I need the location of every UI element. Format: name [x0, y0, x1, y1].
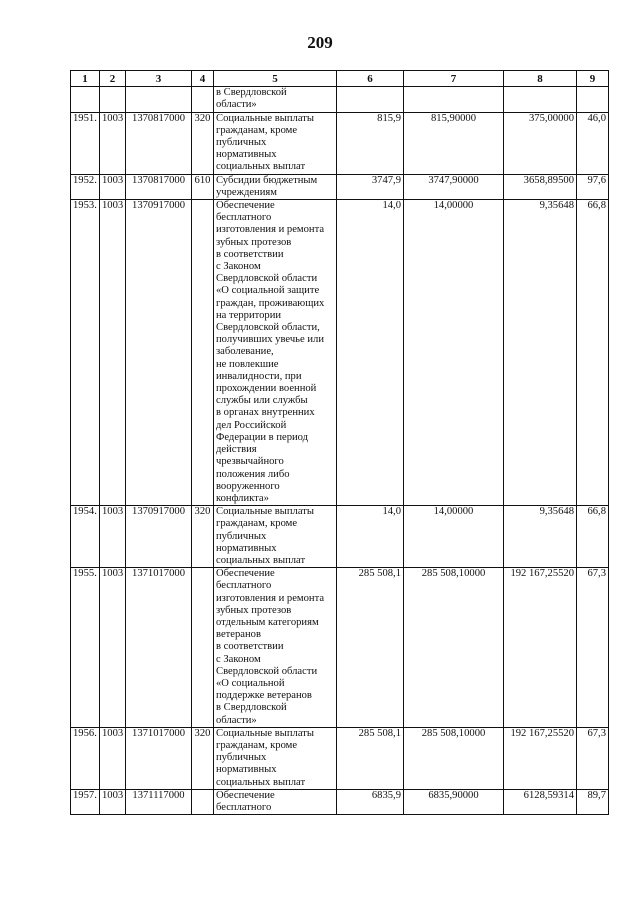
budget-amount: 285 508,10000 — [404, 568, 504, 728]
section-code — [100, 87, 126, 112]
section-code: 1003 — [100, 568, 126, 728]
executed-amount: 6128,59314 — [504, 789, 577, 814]
column-header: 2 — [100, 71, 126, 87]
table-row — [71, 789, 609, 814]
execution-percent: 67,3 — [577, 568, 609, 728]
section-code: 1003 — [100, 506, 126, 568]
expense-type-code: 320 — [192, 112, 214, 174]
row-number: 1956. — [71, 727, 100, 789]
item-name: Обеспечение бесплатного изготовления и ремонта зубных протезов в соответствии с Законом Свердловской области «О социальной защите граждан, проживающих на территории Свердловской области, получивших увечье или заболевание, не повлекшие инвалидности, при прохождении военной службы или службы в органах внутренних дел Российской Федерации в период действия чрезвычайного положения либо вооруженного конфликта» — [214, 200, 337, 506]
row-number — [71, 87, 100, 112]
execution-percent: 67,3 — [577, 727, 609, 789]
column-header: 8 — [504, 71, 577, 87]
budget-table — [70, 70, 609, 815]
row-number: 1953. — [71, 200, 100, 506]
column-header: 1 — [71, 71, 100, 87]
execution-percent: 89,7 — [577, 789, 609, 814]
section-code: 1003 — [100, 112, 126, 174]
planned-amount: 285 508,1 — [337, 727, 404, 789]
column-header: 6 — [337, 71, 404, 87]
target-article-code: 1371017000 — [126, 568, 192, 728]
execution-percent: 66,8 — [577, 506, 609, 568]
column-header: 7 — [404, 71, 504, 87]
column-header: 4 — [192, 71, 214, 87]
row-number: 1954. — [71, 506, 100, 568]
table-row — [71, 506, 609, 568]
table-row — [71, 112, 609, 174]
target-article-code: 1371117000 — [126, 789, 192, 814]
header-row — [71, 71, 609, 87]
target-article-code: 1370817000 — [126, 112, 192, 174]
execution-percent: 97,6 — [577, 174, 609, 199]
row-number: 1955. — [71, 568, 100, 728]
executed-amount: 3658,89500 — [504, 174, 577, 199]
expense-type-code: 320 — [192, 727, 214, 789]
planned-amount: 815,9 — [337, 112, 404, 174]
budget-amount: 14,00000 — [404, 200, 504, 506]
execution-percent: 46,0 — [577, 112, 609, 174]
table-row — [71, 727, 609, 789]
expense-type-code: 320 — [192, 506, 214, 568]
target-article-code: 1370917000 — [126, 200, 192, 506]
executed-amount: 9,35648 — [504, 200, 577, 506]
item-name: Обеспечение бесплатного — [214, 789, 337, 814]
column-header: 9 — [577, 71, 609, 87]
section-code: 1003 — [100, 727, 126, 789]
execution-percent — [577, 87, 609, 112]
planned-amount: 6835,9 — [337, 789, 404, 814]
budget-amount: 6835,90000 — [404, 789, 504, 814]
expense-type-code — [192, 87, 214, 112]
planned-amount — [337, 87, 404, 112]
expense-type-code: 610 — [192, 174, 214, 199]
planned-amount: 14,0 — [337, 506, 404, 568]
planned-amount: 285 508,1 — [337, 568, 404, 728]
target-article-code: 1370917000 — [126, 506, 192, 568]
target-article-code: 1370817000 — [126, 174, 192, 199]
expense-type-code — [192, 200, 214, 506]
budget-amount: 815,90000 — [404, 112, 504, 174]
section-code: 1003 — [100, 789, 126, 814]
row-number: 1957. — [71, 789, 100, 814]
table-row — [71, 87, 609, 112]
planned-amount: 3747,9 — [337, 174, 404, 199]
item-name: Социальные выплаты гражданам, кроме публичных нормативных социальных выплат — [214, 112, 337, 174]
executed-amount: 375,00000 — [504, 112, 577, 174]
table-row — [71, 568, 609, 728]
table-row — [71, 200, 609, 506]
target-article-code — [126, 87, 192, 112]
item-name: Социальные выплаты гражданам, кроме публичных нормативных социальных выплат — [214, 727, 337, 789]
item-name: в Свердловской области» — [214, 87, 337, 112]
row-number: 1952. — [71, 174, 100, 199]
expense-type-code — [192, 568, 214, 728]
execution-percent: 66,8 — [577, 200, 609, 506]
item-name: Обеспечение бесплатного изготовления и ремонта зубных протезов отдельным категориям ветеранов в соответствии с Законом Свердловской области «О социальной поддержке ветеранов в Свердловской области» — [214, 568, 337, 728]
section-code: 1003 — [100, 200, 126, 506]
budget-amount — [404, 87, 504, 112]
executed-amount: 192 167,25520 — [504, 727, 577, 789]
executed-amount — [504, 87, 577, 112]
budget-amount: 3747,90000 — [404, 174, 504, 199]
page-number: 209 — [307, 33, 333, 52]
item-name: Социальные выплаты гражданам, кроме публичных нормативных социальных выплат — [214, 506, 337, 568]
expense-type-code — [192, 789, 214, 814]
budget-amount: 14,00000 — [404, 506, 504, 568]
column-header: 3 — [126, 71, 192, 87]
table-row — [71, 174, 609, 199]
item-name: Субсидии бюджетным учреждениям — [214, 174, 337, 199]
budget-amount: 285 508,10000 — [404, 727, 504, 789]
planned-amount: 14,0 — [337, 200, 404, 506]
executed-amount: 192 167,25520 — [504, 568, 577, 728]
target-article-code: 1371017000 — [126, 727, 192, 789]
section-code: 1003 — [100, 174, 126, 199]
row-number: 1951. — [71, 112, 100, 174]
column-header: 5 — [214, 71, 337, 87]
executed-amount: 9,35648 — [504, 506, 577, 568]
